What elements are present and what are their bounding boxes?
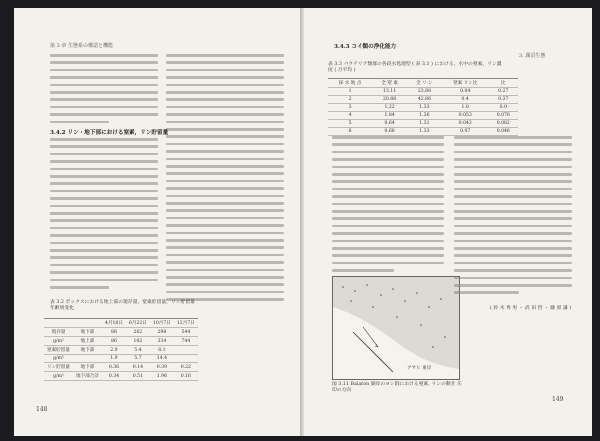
author-signature: ( 鈴 木 秀 男 ・ 武 田 哲 ・ 藤 原 謙 ) xyxy=(490,306,572,311)
left-table-cell: 8.1 xyxy=(150,346,174,355)
text-line xyxy=(166,69,284,72)
right-table-cell: 0.076 xyxy=(489,112,518,120)
text-line xyxy=(50,153,158,156)
text-line xyxy=(454,269,572,272)
text-line xyxy=(166,135,284,138)
text-line xyxy=(166,232,284,235)
text-line xyxy=(166,84,284,87)
left-table-cell: 0.16 xyxy=(174,372,198,381)
text-line xyxy=(166,276,284,279)
text-line xyxy=(166,54,284,57)
right-table-header-cell: 採 水 地 点 xyxy=(328,79,372,88)
text-line xyxy=(50,160,158,163)
text-line xyxy=(166,217,284,220)
text-line xyxy=(166,291,284,294)
text-line xyxy=(454,284,572,287)
section-heading-right: 3.4.3 コイ類の浄化能力 xyxy=(334,44,397,50)
figure-label: アサヒ 東岸 xyxy=(407,366,432,371)
left-table-cell: 744 xyxy=(174,337,198,346)
text-line xyxy=(50,145,158,148)
text-line xyxy=(50,256,158,259)
text-line xyxy=(166,172,284,175)
right-table-cell: 0.64 xyxy=(372,120,407,128)
right-table-header-cell: 比 xyxy=(489,79,518,88)
text-line xyxy=(166,143,284,146)
text-line xyxy=(454,277,572,280)
right-table-cell: 1.33 xyxy=(407,128,442,136)
right-table-cell: 0.053 xyxy=(442,112,489,120)
text-line xyxy=(332,143,444,146)
figure-reed-bed xyxy=(332,276,460,380)
text-line xyxy=(454,247,572,250)
text-line xyxy=(454,173,572,176)
text-line xyxy=(332,225,444,228)
text-line xyxy=(50,242,158,245)
text-line xyxy=(332,232,444,235)
right-table-header-cell: 全 窒 素 xyxy=(372,79,407,88)
left-table-cell: 窒素貯留量 xyxy=(44,346,73,355)
text-line xyxy=(50,121,109,124)
left-table-cell: 0.22 xyxy=(174,363,198,372)
right-table-header-cell: 全 リ ン xyxy=(407,79,442,88)
left-table-cell: 0.51 xyxy=(126,372,150,381)
right-table-cell: 3 xyxy=(328,104,372,112)
left-table-header-cell: 6月22日 xyxy=(126,319,150,328)
right-table-cell: 2 xyxy=(328,96,372,104)
text-line xyxy=(332,136,444,139)
table-caption-left: 表 3.2 ボックスにおける地上部の現存量，窒素貯留量，リン貯留量 年齢別変化 xyxy=(50,300,195,312)
right-table-row xyxy=(328,96,518,104)
text-line xyxy=(50,212,158,215)
text-line xyxy=(50,138,158,141)
left-table-row xyxy=(44,346,198,355)
left-table-cell xyxy=(174,346,198,355)
text-line xyxy=(454,254,572,257)
text-line xyxy=(50,84,158,87)
left-table-cell: 1.96 xyxy=(150,372,174,381)
figure-diagram xyxy=(333,277,459,379)
left-table-cell: 地下部 xyxy=(73,328,102,337)
left-table-cell: 2.9 xyxy=(102,346,126,355)
text-line xyxy=(332,217,444,220)
figure-caption: 図 3.11 Balaton 湖岸のヨシ群における窒素, リンの動き 矢印の方向 xyxy=(332,382,462,394)
right-table-cell: 23.88 xyxy=(407,88,442,96)
left-table-cell: 544 xyxy=(174,328,198,337)
text-line xyxy=(50,190,158,193)
right-table-row xyxy=(328,104,518,112)
left-table-cell: 0.39 xyxy=(150,363,174,372)
right-table-cell: 0.4 xyxy=(442,96,489,104)
text-line xyxy=(166,98,284,101)
text-line xyxy=(50,106,158,109)
right-table-cell: 0.27 xyxy=(489,88,518,96)
left-table-cell: 現存量 xyxy=(44,328,73,337)
right-table-cell: 5 xyxy=(328,120,372,128)
right-table-cell: 0.082 xyxy=(489,120,518,128)
text-line xyxy=(166,224,284,227)
text-line xyxy=(166,61,284,64)
text-line xyxy=(332,195,444,198)
text-line xyxy=(166,187,284,190)
right-table-cell: 20.88 xyxy=(372,96,407,104)
right-table-cell: 42.86 xyxy=(407,96,442,104)
text-line xyxy=(50,61,158,64)
text-line xyxy=(50,271,158,274)
page-number-right: 149 xyxy=(552,396,564,403)
text-line xyxy=(50,168,158,171)
text-line xyxy=(454,195,572,198)
text-line xyxy=(166,209,284,212)
right-table-row xyxy=(328,120,518,128)
table-right xyxy=(328,78,518,136)
left-table-cell: 1.9 xyxy=(102,355,126,363)
text-line xyxy=(50,175,158,178)
right-table-cell: 1.22 xyxy=(372,104,407,112)
right-table-cell: 0.046 xyxy=(489,128,518,136)
right-table-cell: 1.36 xyxy=(407,112,442,120)
left-table-header-cell: 12月7日 xyxy=(174,319,198,328)
left-table-row xyxy=(44,372,198,381)
text-line xyxy=(50,286,109,289)
text-line xyxy=(50,69,158,72)
left-table-row xyxy=(44,355,198,363)
text-line xyxy=(166,106,284,109)
text-line xyxy=(454,143,572,146)
text-line xyxy=(332,158,444,161)
text-line xyxy=(50,227,158,230)
right-table-cell: 4 xyxy=(328,112,372,120)
right-table-cell: 6 xyxy=(328,128,372,136)
right-table-cell: 0.07 xyxy=(442,128,489,136)
text-line xyxy=(332,203,444,206)
text-line xyxy=(454,262,572,265)
text-line xyxy=(454,166,572,169)
text-line xyxy=(332,247,444,250)
right-table-cell: 1.84 xyxy=(372,112,407,120)
text-line xyxy=(454,291,519,294)
text-line xyxy=(166,254,284,257)
right-table-header-cell: 窒素 リン比 xyxy=(442,79,489,88)
table-left xyxy=(44,318,198,381)
left-table-row xyxy=(44,337,198,346)
left-table-cell: リン貯留量 xyxy=(44,363,73,372)
text-line xyxy=(50,205,158,208)
text-line xyxy=(332,151,444,154)
text-line xyxy=(50,249,158,252)
text-line xyxy=(332,262,444,265)
text-line xyxy=(454,151,572,154)
left-table-cell: 地下部合計 xyxy=(73,372,102,381)
left-table-cell: 地下部 xyxy=(73,346,102,355)
right-table-cell: 0.37 xyxy=(489,96,518,104)
running-head-right: 3. 湖沼生態 xyxy=(519,53,546,59)
left-table-cell xyxy=(174,355,198,363)
text-line xyxy=(332,188,444,191)
text-line xyxy=(166,165,284,168)
text-line xyxy=(332,269,394,272)
text-line xyxy=(454,158,572,161)
text-line xyxy=(50,76,158,79)
text-line xyxy=(50,98,158,101)
left-table-cell: 86 xyxy=(102,337,126,346)
left-page xyxy=(14,8,301,436)
left-table-cell: 102 xyxy=(126,337,150,346)
text-line xyxy=(454,188,572,191)
text-line xyxy=(332,166,444,169)
left-table-cell: 地上部 xyxy=(73,337,102,346)
running-head-left: 第 3 章 生態系の構造と機能 xyxy=(50,43,113,49)
text-line xyxy=(454,136,572,139)
text-line xyxy=(454,203,572,206)
text-line xyxy=(50,113,158,116)
right-table-cell: 1 xyxy=(328,88,372,96)
text-line xyxy=(454,180,572,183)
left-table-cell: 地下部 xyxy=(73,363,102,372)
left-table-cell: 298 xyxy=(150,328,174,337)
text-line xyxy=(166,91,284,94)
right-table-row xyxy=(328,112,518,120)
left-table-cell: g/m² xyxy=(44,372,73,381)
text-line xyxy=(166,128,284,131)
text-line xyxy=(332,180,444,183)
text-line xyxy=(166,239,284,242)
text-line xyxy=(50,182,158,185)
left-table-cell: 88 xyxy=(102,328,126,337)
text-line xyxy=(166,202,284,205)
text-line xyxy=(50,234,158,237)
text-line xyxy=(50,264,158,267)
text-line xyxy=(166,261,284,264)
text-line xyxy=(166,195,284,198)
left-table-cell: 262 xyxy=(126,328,150,337)
text-line xyxy=(166,121,284,124)
open-book xyxy=(14,8,592,436)
text-line xyxy=(454,210,572,213)
left-table-row xyxy=(44,363,198,372)
left-table-cell: 334 xyxy=(150,337,174,346)
right-table-cell: 0.0 xyxy=(489,104,518,112)
text-line xyxy=(332,173,444,176)
left-table-cell xyxy=(73,355,102,363)
text-line xyxy=(332,254,444,257)
page-number-left: 148 xyxy=(36,406,48,413)
left-table-header-cell xyxy=(44,319,73,328)
right-page xyxy=(304,8,592,436)
text-line xyxy=(454,225,572,228)
text-line xyxy=(166,158,284,161)
left-table-row xyxy=(44,328,198,337)
text-line xyxy=(332,240,444,243)
text-line xyxy=(166,76,284,79)
text-line xyxy=(454,217,572,220)
left-table-cell: 0.36 xyxy=(102,363,126,372)
text-line xyxy=(50,54,158,57)
left-table-cell: 5.7 xyxy=(126,355,150,363)
text-line xyxy=(50,219,158,222)
right-table-cell: 0.04 xyxy=(442,88,489,96)
right-table-cell: 0.68 xyxy=(372,128,407,136)
left-table-cell: 0.14 xyxy=(126,363,150,372)
table-caption-right: 表 3.3 バクテリア類群の各段水処理型 ( 表 3.1 ) における，水中の窒素，リン濃度 ( 月平均 ) xyxy=(328,62,502,74)
text-line xyxy=(454,232,572,235)
left-table-cell: 5.4 xyxy=(126,346,150,355)
right-table-cell: 1.31 xyxy=(407,120,442,128)
left-table-cell: 14.4 xyxy=(150,355,174,363)
section-heading-left: 3.4.2 リン・地下部における窒素，リン貯留量 xyxy=(50,130,169,136)
text-line xyxy=(166,150,284,153)
text-line xyxy=(166,180,284,183)
right-table-cell: 0.042 xyxy=(442,120,489,128)
text-line xyxy=(166,246,284,249)
text-line xyxy=(50,91,158,94)
text-line xyxy=(454,240,572,243)
left-table-cell: 0.34 xyxy=(102,372,126,381)
left-table-header-cell xyxy=(73,319,102,328)
right-table-row xyxy=(328,128,518,136)
right-table-cell: 13.11 xyxy=(372,88,407,96)
right-table-row xyxy=(328,88,518,96)
text-line xyxy=(50,279,158,282)
left-table-cell: g/m² xyxy=(44,337,73,346)
text-line xyxy=(332,210,444,213)
text-line xyxy=(50,197,158,200)
right-table-cell: 1.33 xyxy=(407,104,442,112)
text-line xyxy=(166,113,284,116)
right-table-cell: 1.0 xyxy=(442,104,489,112)
text-line xyxy=(166,269,284,272)
left-table-header-cell: 10月7日 xyxy=(150,319,174,328)
left-table-header-cell: 4月18日 xyxy=(102,319,126,328)
text-line xyxy=(166,283,284,286)
left-table-cell: g/m² xyxy=(44,355,73,363)
